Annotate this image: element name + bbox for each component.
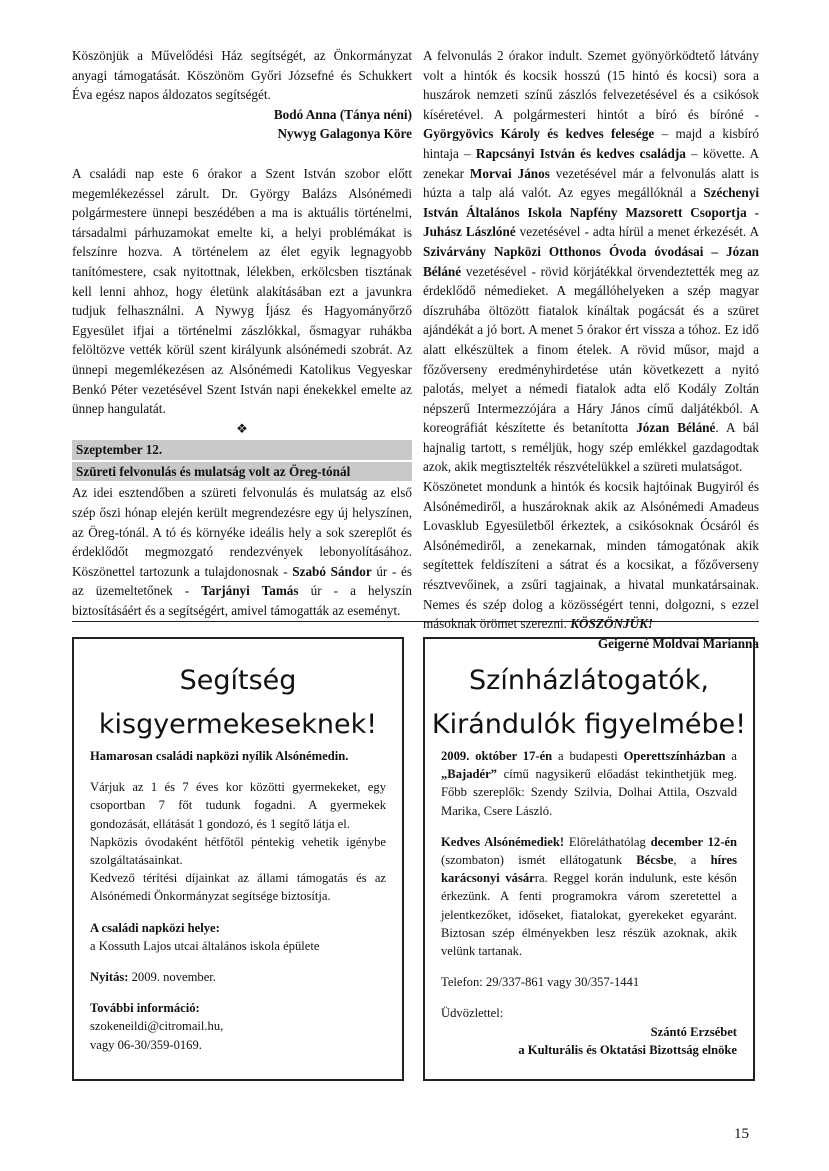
section-heading: Szüreti felvonulás és mulatság volt az Öreg-tónál <box>72 462 412 482</box>
childcare-title: Segítség kisgyermekeseknek! <box>98 665 378 740</box>
childcare-ad-box <box>72 637 404 1081</box>
thanks-paragraph: Köszönjük a Művelődési Ház segítségét, az Önkormányzat anyagi támogatását. Köszönöm Győri Józsefné és Schukkert Éva egész napos áldozatos segítségét. <box>72 48 412 103</box>
theatre-ad-box <box>423 637 755 1081</box>
ornament-icon: ❖ <box>236 420 248 436</box>
page-number: 15 <box>734 1126 749 1142</box>
right-column <box>423 46 759 653</box>
signature-name: Bodó Anna (Tánya néni) <box>273 106 412 122</box>
gratitude-paragraph: Köszönetet mondunk a hintók és kocsik hajtóinak Bugyiról és Alsónémediről, a huszároknak akik az Alsónémedi Amadeus Lovasklub Egyesületből érkeztek, a csikósoknak Ócsáról és Alsónémediről, a zenekarnak, minden támogatónak akik segítettek feldíszíteni a sátrat és a kocsikat, a főzőverseny résztvevőinek, a zsűri tagjainak, a hivatal munkatársainak. Nemes és szép dolog a közösségért tenni, dolgozni, s ezzel másoknak örömet szerezni. KÖSZÖNJÜK! <box>423 479 759 632</box>
divider <box>72 621 759 622</box>
childcare-body: Hamarosan családi napközi nyílik Alsónémedin. Várjuk az 1 és 7 éves kor közötti gyermekeket, egy csoportban 7 főt tudunk fogadni. A gyermekek gondozását, ellátását 1 gondozó, és 1 segítő látja el. Napközis óvodaként hétfőtől péntekig vehetik igénybe szolgáltatásainkat. Kedvező térítési díjainkat az állami támogatás és az Alsónémedi Önkormányzat segítsége biztosítja. A családi napközi helye: a Kossuth Lajos utcai általános iskola épülete Nyitás: 2009. november. További információ: szokeneildi@citromail.hu, vagy 06-30/359-0169. <box>90 749 386 1052</box>
harvest-paragraph: Az idei esztendőben a szüreti felvonulás és mulatság az első szép őszi hónap elején került megrendezésre egy új helyszínen, az Öreg-tónál. A tó és környéke ideális hely a sok szereplőt és érdeklődőt megmozgató rendezvények lebonyolításához. Köszönettel tartozunk a tulajdonosnak - Szabó Sándor úr - és az üzemeltetőnek - Tarjányi Tamás úr - a helyszín biztosításáért és a segítségért, amivel támogatták az eseményt. <box>72 485 412 619</box>
theatre-body: 2009. október 17-én a budapesti Operettszínházban a „Bajadér” című nagysikerű előadást tekinthetjük meg. Főbb szereplők: Szendy Szilvia, Dolhai Attila, Oszvald Marika, Csere László. Kedves Alsónémediek! Előreláthatólag december 12-én (szombaton) ismét ellátogatunk Bécsbe, a híres karácsonyi vásárra. Reggel korán indulunk, este későn érkezünk. A fenti programokra várom szeretettel a jelentkezőket, időseket, fiatalokat, gyerekeket egyaránt. Biztosan szép élményekben lesz részük azoknak, akik velünk tartanak. Telefon: 29/337-861 vagy 30/357-1441 Üdvözlettel: Szántó Erzsébet a Kulturális és Oktatási Bizottság elnöke <box>441 749 737 1057</box>
right-signature: Geigerné Moldvai Marianna <box>597 635 759 651</box>
section-date: Szeptember 12. <box>72 440 412 460</box>
left-column <box>72 46 412 621</box>
theatre-title: Színházlátogatók, Kirándulók figyelmébe! <box>431 665 747 740</box>
signature-org: Nywyg Galagonya Köre <box>277 126 412 142</box>
family-day-paragraph: A családi nap este 6 órakor a Szent István szobor előtt megemlékezéssel zárult. Dr. György Balázs Alsónémedi polgármestere ünnepi beszédében a ma is aktuális történelmi, társadalmi párhuzamokat emelte ki, a helyi problémákat is felszínre hozva. A történelem az élet egyik legnagyobb tanítómestere, csak nyitottnak, lélekben, erkölcsben tisztának kell lenni ahhoz, hogy életünk alakításában ezt a javunkra tudjuk felhasználni. A Nywyg Íjász és Hagyományőrző Egyesület ifjai a történelmi zászlókkal, ősmagyar ruhákba felöltözve vették körül szent királyunk alsónémedi szobrát. Az ünnepi megemlékezésen az Alsónémedi Katolikus Vegyeskar Benkó Péter vezetésével Szent István napi énekekkel emelte az ünnep hangulatát. <box>72 165 412 417</box>
email-link[interactable]: szokeneildi@citromail.hu, <box>90 1019 224 1034</box>
parade-paragraph: A felvonulás 2 órakor indult. Szemet gyönyörködtető látvány volt a hintók és kocsik hosszú (15 hintó és kocsi) sora a huszárok nemzeti színű zászlós felvezetésével és a csikósok kíséretével. A polgármesteri hintót a bíró és bíróné - Györgyövics Károly és kedves felesége – majd a kisbíró hintaja – Rapcsányi István és kedves családja – követte. A zenekar Morvai János vezetésével már a felvonulás alatt is húzta a talp alá valót. Az egyes megállóknál a Széchenyi István Általános Iskola Napfény Mazsorett Csoportja - Juhász Lászlóné vezetésével - adta hírül a menet érkezését. A Szivárvány Napközi Otthonos Óvoda óvodásai – Józan Béláné vezetésével - rövid körjátékkal örvendeztették meg az érdeklődő némedieket. A megállóhelyeken a szép magyar díszruhába öltözött fiatalok kínáltak pogácsát és a szüret ajándékát a jó bort. A menet 5 órakor ért vissza a tóhoz. Ez idő alatt elkészültek a finom ételek. A rövid műsor, majd a főzőverseny eredményhirdetése után következett a nyitó palotás, melyet a némedi fiatalok adta elő Kodály Zoltán népszerű Intermezzójára a Háry János című daljátékból. A koreográfiát készítette és betanította Józan Béláné. A bál hajnalig tartott, s reméljük, hogy szép emlékkel gazdagodtak azok, akik megtisztelték részvételükkel a szüreti mulatságot. <box>423 48 759 475</box>
